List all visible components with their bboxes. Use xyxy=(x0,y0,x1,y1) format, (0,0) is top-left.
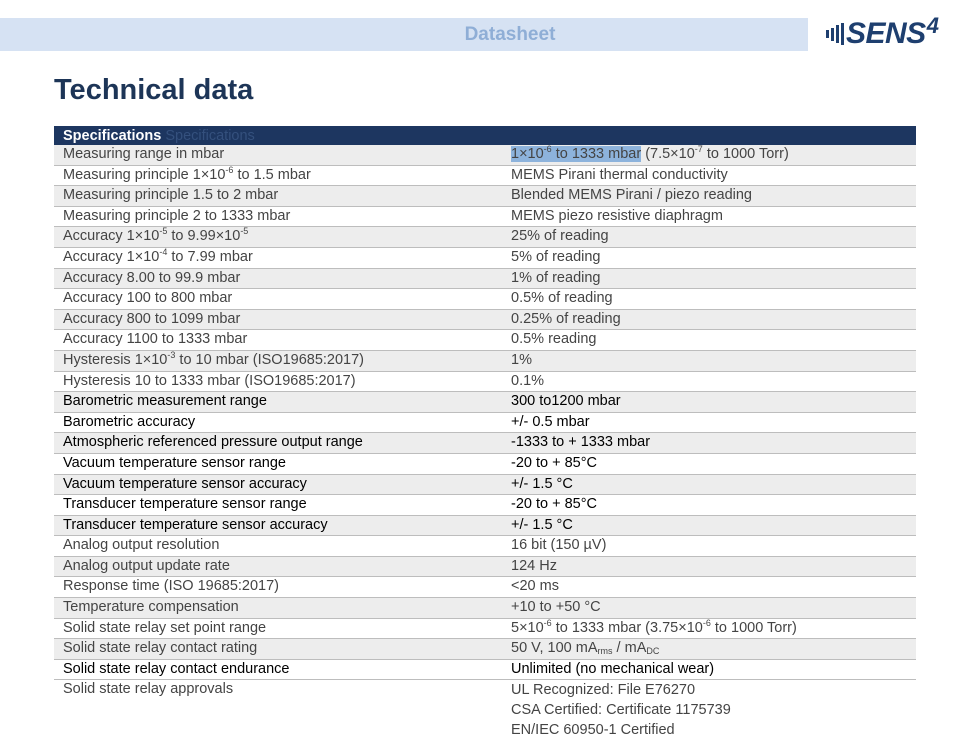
value-cell: +10 to +50 °C xyxy=(503,598,916,619)
param-cell: Barometric accuracy xyxy=(54,412,503,433)
value-cell: $5\times 10^{-6}$ to 1333 mbar ($3.75\times 10^{-6}$ to 1000 Torr) xyxy=(503,618,916,639)
table-row xyxy=(54,495,916,516)
value-cell: Unlimited (no mechanical wear) xyxy=(503,659,916,680)
param-cell: Response time (ISO 19685:2017) xyxy=(54,577,503,598)
table-body xyxy=(54,145,916,740)
param-cell: Hysteresis 10 to 1333 mbar (ISO19685:2017) xyxy=(54,371,503,392)
value-cell: $1\times 10^{-6}$ to 1333 mbar ($7.5\times 10^{-7}$ to 1000 Torr) xyxy=(503,145,916,165)
param-cell: Accuracy 100 to 800 mbar xyxy=(54,289,503,310)
param-cell: Measuring principle 1.5 to 2 mbar xyxy=(54,186,503,207)
value-cell xyxy=(503,680,916,741)
specifications-table xyxy=(54,126,916,740)
table-row xyxy=(54,371,916,392)
param-cell: Transducer temperature sensor accuracy xyxy=(54,515,503,536)
param-cell: Analog output update rate xyxy=(54,556,503,577)
param-cell: Measuring principle $1\times 10^{-6}$ to 1.5 mbar xyxy=(54,165,503,186)
table-row xyxy=(54,165,916,186)
param-cell: Accuracy 8.00 to 99.9 mbar xyxy=(54,268,503,289)
value-cell: MEMS piezo resistive diaphragm xyxy=(503,206,916,227)
param-cell: Solid state relay contact endurance xyxy=(54,659,503,680)
logo-bars-icon xyxy=(826,23,844,45)
value-cell: <20 ms xyxy=(503,577,916,598)
table-row xyxy=(54,680,916,741)
table-row xyxy=(54,639,916,660)
table-row xyxy=(54,556,916,577)
table-row xyxy=(54,268,916,289)
logo-superscript: 4 xyxy=(926,13,939,38)
table-header-title: Specifications xyxy=(63,127,162,144)
value-cell: -20 to + 85°C xyxy=(503,495,916,516)
param-cell: Accuracy $1\times 10^{-4}$ to 7.99 mbar xyxy=(54,247,503,268)
table-row xyxy=(54,433,916,454)
table-row xyxy=(54,247,916,268)
param-cell: Transducer temperature sensor range xyxy=(54,495,503,516)
param-cell: Accuracy $1\times 10^{-5}$ to $9.99\times 10^{-5}$ xyxy=(54,227,503,248)
value-cell: 124 Hz xyxy=(503,556,916,577)
param-cell: Atmospheric referenced pressure output range xyxy=(54,433,503,454)
value-cell: 1% of reading xyxy=(503,268,916,289)
value-cell: 1% xyxy=(503,350,916,371)
approval-line: UL Recognized: File E76270 xyxy=(511,682,696,699)
param-cell: Solid state relay approvals xyxy=(63,681,234,698)
param-cell: Barometric measurement range xyxy=(54,392,503,413)
table-header-ghost-text: Specifications xyxy=(165,127,255,144)
page-title: Technical data xyxy=(54,74,254,106)
value-cell: 300 to1200 mbar xyxy=(503,392,916,413)
approval-line: CSA Certified: Certificate 1175739 xyxy=(511,702,731,719)
table-row xyxy=(54,598,916,619)
table-row xyxy=(54,412,916,433)
table-row xyxy=(54,618,916,639)
table-row xyxy=(54,309,916,330)
table-row xyxy=(54,392,916,413)
value-cell: +/- 0.5 mbar xyxy=(503,412,916,433)
value-cell: MEMS Pirani thermal conductivity xyxy=(503,165,916,186)
param-cell: Vacuum temperature sensor range xyxy=(54,453,503,474)
param-cell: Solid state relay set point range xyxy=(54,618,503,639)
value-cell: 16 bit (150 µV) xyxy=(503,536,916,557)
table-row xyxy=(54,206,916,227)
value-cell: 25% of reading xyxy=(503,227,916,248)
param-cell: Hysteresis $1\times 10^{-3}$ to 10 mbar (ISO19685:2017) xyxy=(54,350,503,371)
table-row xyxy=(54,515,916,536)
param-cell: Measuring range in mbar xyxy=(54,145,503,165)
table-row xyxy=(54,227,916,248)
value-cell: 50 V, 100 $mA_{rms} / mA_{DC}$ xyxy=(503,639,916,660)
value-cell: -20 to + 85°C xyxy=(503,453,916,474)
table-row xyxy=(54,659,916,680)
param-cell: Measuring principle 2 to 1333 mbar xyxy=(54,206,503,227)
table-row xyxy=(54,145,916,165)
param-cell: Analog output resolution xyxy=(54,536,503,557)
value-cell: +/- 1.5 °C xyxy=(503,474,916,495)
sens4-logo xyxy=(826,14,938,54)
table-row xyxy=(54,453,916,474)
value-cell: 0.5% of reading xyxy=(503,289,916,310)
table-row xyxy=(54,289,916,310)
param-cell: Accuracy 800 to 1099 mbar xyxy=(54,309,503,330)
param-cell: Vacuum temperature sensor accuracy xyxy=(54,474,503,495)
value-cell: 0.25% of reading xyxy=(503,309,916,330)
param-cell: Temperature compensation xyxy=(54,598,503,619)
table-row xyxy=(54,350,916,371)
value-cell: 0.5% reading xyxy=(503,330,916,351)
value-cell: +/- 1.5 °C xyxy=(503,515,916,536)
value-cell: Blended MEMS Pirani / piezo reading xyxy=(503,186,916,207)
approval-line: EN/IEC 60950-1 Certified xyxy=(511,722,675,739)
table-row xyxy=(54,536,916,557)
value-cell: 0.1% xyxy=(503,371,916,392)
table-row xyxy=(54,330,916,351)
param-cell: Solid state relay contact rating xyxy=(54,639,503,660)
value-cell: -1333 to + 1333 mbar xyxy=(503,433,916,454)
table-row xyxy=(54,577,916,598)
document-type-title: Datasheet xyxy=(464,24,556,45)
param-cell: Accuracy 1100 to 1333 mbar xyxy=(54,330,503,351)
value-cell: 5% of reading xyxy=(503,247,916,268)
table-header-row xyxy=(54,126,916,145)
table-row xyxy=(54,186,916,207)
table-row xyxy=(54,474,916,495)
logo-text: SENS xyxy=(846,17,926,50)
